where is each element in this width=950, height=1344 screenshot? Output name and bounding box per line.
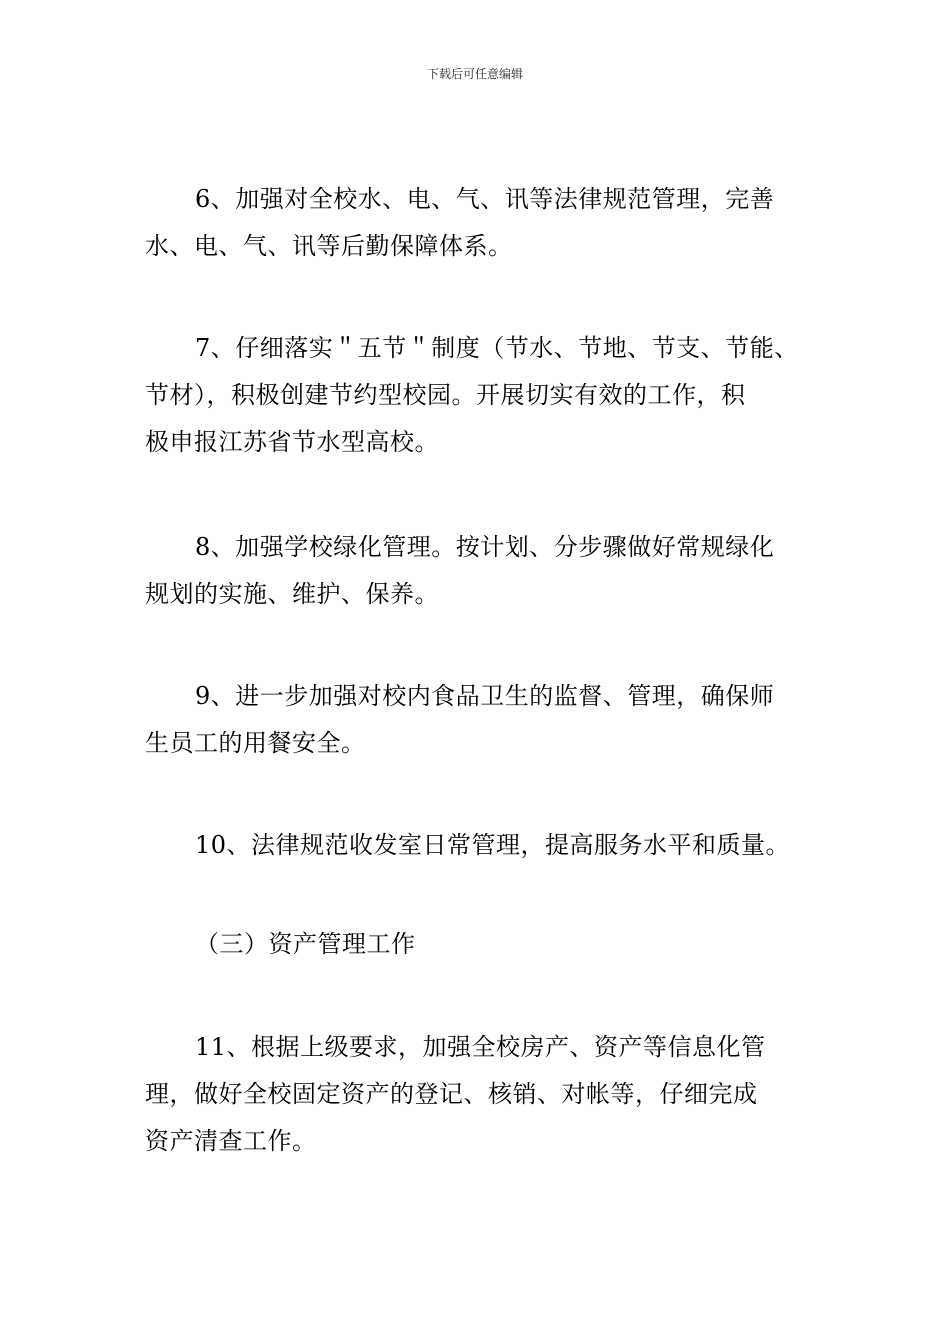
paragraph-item-11: [145, 1024, 835, 1165]
paragraph-line: 资产清查工作。: [145, 1127, 317, 1155]
paragraph-line: 极申报江苏省节水型高校。: [145, 428, 439, 456]
paragraph-line: 理，做好全校固定资产的登记、核销、对帐等，仔细完成: [145, 1080, 758, 1108]
paragraph-line: 7、仔细落实＂五节＂制度（节水、节地、节支、节能、: [195, 334, 799, 362]
paragraph-line: 节材），积极创建节约型校园。开展切实有效的工作，积: [145, 381, 746, 409]
paragraph-item-7: [145, 325, 835, 466]
header-note: 下载后可任意编辑: [426, 67, 523, 81]
paragraph-line: 8、加强学校绿化管理。按计划、分步骤做好常规绿化: [195, 533, 775, 561]
paragraph-line: 9、进一步加强对校内食品卫生的监督、管理，确保师: [195, 682, 775, 710]
paragraph-line: 10、法律规范收发室日常管理，提高服务水平和质量。: [195, 831, 791, 859]
paragraph-item-8: [145, 524, 835, 618]
paragraph-item-6: [145, 176, 835, 270]
paragraph-item-10: [145, 822, 835, 869]
paragraph-line: 6、加强对全校水、电、气、讯等法律规范管理，完善: [195, 185, 775, 213]
section-heading: （三）资产管理工作: [195, 930, 416, 958]
paragraph-line: 11、根据上级要求，加强全校房产、资产等信息化管: [195, 1033, 766, 1061]
paragraph-line: 规划的实施、维护、保养。: [145, 580, 439, 608]
paragraph-item-9: [145, 673, 835, 767]
paragraph-line: 生员工的用餐安全。: [145, 729, 366, 757]
paragraph-line: 水、电、气、讯等后勤保障体系。: [145, 232, 513, 260]
